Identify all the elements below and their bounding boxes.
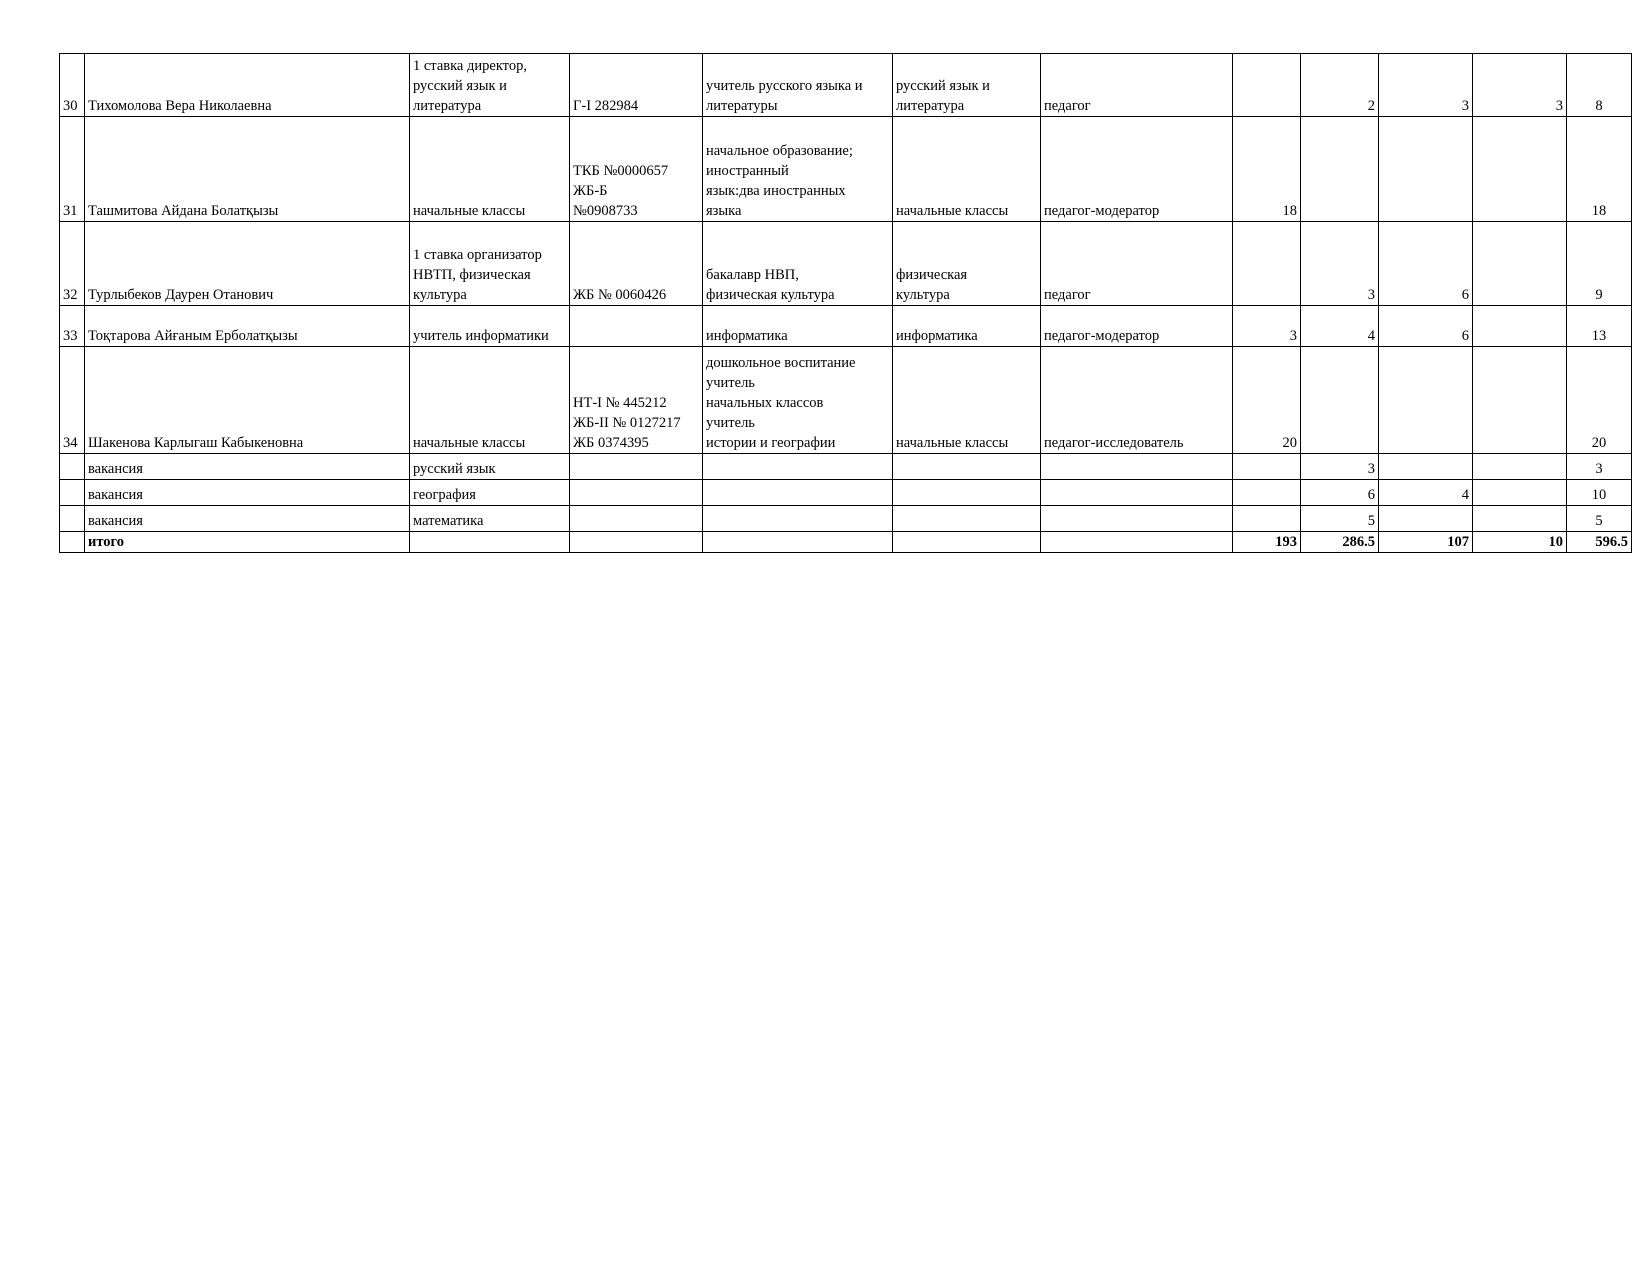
diploma-cell: Г-I 282984 — [570, 54, 703, 117]
subject-cell — [893, 480, 1041, 506]
hours-total: 8 — [1567, 54, 1632, 117]
hours-col-3: 3 — [1379, 54, 1473, 117]
category-cell — [1041, 454, 1233, 480]
diploma-cell — [570, 454, 703, 480]
row-number — [60, 480, 85, 506]
row-number: 31 — [60, 117, 85, 222]
hours-col-3: 6 — [1379, 306, 1473, 347]
totals-col-1: 193 — [1233, 532, 1301, 553]
diploma-cell — [570, 506, 703, 532]
position-cell: учитель информатики — [410, 306, 570, 347]
teacher-name: вакансия — [85, 480, 410, 506]
row-number: 32 — [60, 222, 85, 306]
position-cell: 1 ставка организатор НВТП, физическая культура — [410, 222, 570, 306]
hours-col-2: 5 — [1301, 506, 1379, 532]
teacher-name: Ташмитова Айдана Болатқызы — [85, 117, 410, 222]
specialty-cell — [703, 454, 893, 480]
hours-col-1 — [1233, 480, 1301, 506]
position-cell: русский язык — [410, 454, 570, 480]
hours-col-4 — [1473, 306, 1567, 347]
table-row — [60, 54, 1632, 117]
hours-col-4 — [1473, 480, 1567, 506]
table-body — [60, 54, 1632, 553]
totals-col-3: 107 — [1379, 532, 1473, 553]
hours-col-1: 20 — [1233, 347, 1301, 454]
table-row — [60, 480, 1632, 506]
totals-col-2: 286.5 — [1301, 532, 1379, 553]
teacher-name: Тоқтарова Айғаным Ерболатқызы — [85, 306, 410, 347]
position-cell: 1 ставка директор, русский язык и литература — [410, 54, 570, 117]
diploma-cell — [570, 306, 703, 347]
category-cell — [1041, 506, 1233, 532]
hours-col-4 — [1473, 117, 1567, 222]
row-number: 30 — [60, 54, 85, 117]
hours-total: 20 — [1567, 347, 1632, 454]
hours-col-2: 4 — [1301, 306, 1379, 347]
subject-cell: физическая культура — [893, 222, 1041, 306]
table-row — [60, 306, 1632, 347]
subject-cell — [893, 454, 1041, 480]
hours-col-3 — [1379, 454, 1473, 480]
category-cell — [1041, 480, 1233, 506]
totals-empty-cell — [570, 532, 703, 553]
totals-empty-cell — [703, 532, 893, 553]
hours-col-2 — [1301, 347, 1379, 454]
hours-col-1: 3 — [1233, 306, 1301, 347]
row-number — [60, 454, 85, 480]
category-cell: педагог-модератор — [1041, 306, 1233, 347]
hours-col-1: 18 — [1233, 117, 1301, 222]
hours-col-1 — [1233, 54, 1301, 117]
category-cell: педагог-исследователь — [1041, 347, 1233, 454]
totals-number-cell — [60, 532, 85, 553]
teacher-name: Тихомолова Вера Николаевна — [85, 54, 410, 117]
row-number: 34 — [60, 347, 85, 454]
hours-col-3: 6 — [1379, 222, 1473, 306]
category-cell: педагог — [1041, 54, 1233, 117]
hours-col-3 — [1379, 506, 1473, 532]
diploma-cell: ТКБ №0000657 ЖБ-Б №0908733 — [570, 117, 703, 222]
subject-cell: начальные классы — [893, 347, 1041, 454]
hours-col-3 — [1379, 117, 1473, 222]
hours-col-2: 2 — [1301, 54, 1379, 117]
position-cell: начальные классы — [410, 347, 570, 454]
hours-col-4 — [1473, 347, 1567, 454]
totals-empty-cell — [1041, 532, 1233, 553]
category-cell: педагог — [1041, 222, 1233, 306]
hours-col-1 — [1233, 506, 1301, 532]
hours-col-4 — [1473, 222, 1567, 306]
teacher-name: вакансия — [85, 454, 410, 480]
specialty-cell: информатика — [703, 306, 893, 347]
teacher-name: Шакенова Карлыгаш Кабыкеновна — [85, 347, 410, 454]
hours-col-3 — [1379, 347, 1473, 454]
diploma-cell: ЖБ № 0060426 — [570, 222, 703, 306]
hours-total: 10 — [1567, 480, 1632, 506]
specialty-cell: бакалавр НВП, физическая культура — [703, 222, 893, 306]
hours-col-4: 3 — [1473, 54, 1567, 117]
table-row — [60, 454, 1632, 480]
specialty-cell — [703, 480, 893, 506]
hours-col-2: 3 — [1301, 222, 1379, 306]
hours-col-1 — [1233, 222, 1301, 306]
table-row — [60, 222, 1632, 306]
teacher-name: вакансия — [85, 506, 410, 532]
hours-col-2: 6 — [1301, 480, 1379, 506]
subject-cell: русский язык и литература — [893, 54, 1041, 117]
subject-cell: начальные классы — [893, 117, 1041, 222]
hours-col-2 — [1301, 117, 1379, 222]
hours-total: 9 — [1567, 222, 1632, 306]
specialty-cell: начальное образование; иностранный язык:два иностранных языка — [703, 117, 893, 222]
row-number: 33 — [60, 306, 85, 347]
table-row — [60, 347, 1632, 454]
row-number — [60, 506, 85, 532]
hours-total: 3 — [1567, 454, 1632, 480]
diploma-cell: НТ-I № 445212 ЖБ-II № 0127217 ЖБ 0374395 — [570, 347, 703, 454]
staff-table — [59, 53, 1632, 553]
subject-cell: информатика — [893, 306, 1041, 347]
teacher-name: Турлыбеков Даурен Отанович — [85, 222, 410, 306]
hours-total: 5 — [1567, 506, 1632, 532]
diploma-cell — [570, 480, 703, 506]
position-cell: география — [410, 480, 570, 506]
table-row — [60, 506, 1632, 532]
hours-total: 18 — [1567, 117, 1632, 222]
specialty-cell: учитель русского языка и литературы — [703, 54, 893, 117]
hours-col-1 — [1233, 454, 1301, 480]
totals-empty-cell — [410, 532, 570, 553]
totals-grand-total: 596.5 — [1567, 532, 1632, 553]
totals-col-4: 10 — [1473, 532, 1567, 553]
totals-row — [60, 532, 1632, 553]
totals-empty-cell — [893, 532, 1041, 553]
totals-label: итого — [85, 532, 410, 553]
category-cell: педагог-модератор — [1041, 117, 1233, 222]
position-cell: начальные классы — [410, 117, 570, 222]
hours-col-3: 4 — [1379, 480, 1473, 506]
hours-col-2: 3 — [1301, 454, 1379, 480]
hours-col-4 — [1473, 454, 1567, 480]
hours-col-4 — [1473, 506, 1567, 532]
hours-total: 13 — [1567, 306, 1632, 347]
specialty-cell: дошкольное воспитание учитель начальных классов учитель истории и географии — [703, 347, 893, 454]
table-row — [60, 117, 1632, 222]
subject-cell — [893, 506, 1041, 532]
position-cell: математика — [410, 506, 570, 532]
specialty-cell — [703, 506, 893, 532]
